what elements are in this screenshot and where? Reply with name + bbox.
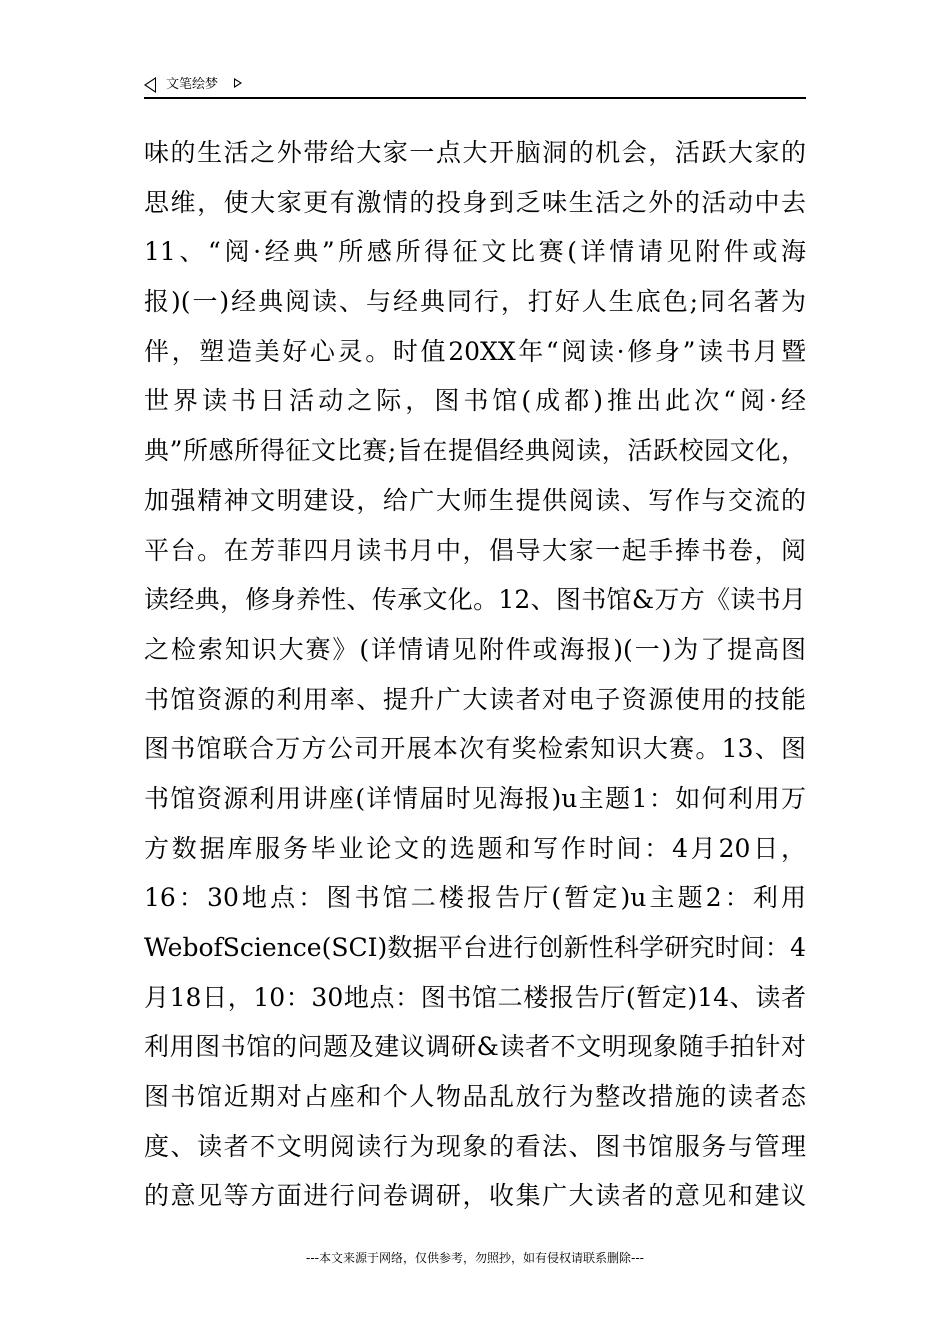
text-line: 度、读者不文明阅读行为现象的看法、图书馆服务与管理 xyxy=(144,1131,806,1161)
text-line: 平台。在芳菲四月读书月中，倡导大家一起手捧书卷，阅 xyxy=(144,535,806,565)
text-line: 月18日，10：30地点：图书馆二楼报告厅(暂定)14、读者 xyxy=(144,982,806,1012)
header-title: 文笔绘梦 xyxy=(166,77,219,92)
text-line: 图书馆近期对占座和个人物品乱放行为整改措施的读者态 xyxy=(144,1082,806,1112)
text-line: 报)(一)经典阅读、与经典同行，打好人生底色;同名著为 xyxy=(144,287,806,317)
text-line: 读经典，修身养性、传承文化。12、图书馆&万方《读书月 xyxy=(144,585,806,615)
text-line: 伴，塑造美好心灵。时值20XX年“阅读·修身”读书月暨 xyxy=(144,336,806,366)
text-line: 之检索知识大赛》(详情请见附件或海报)(一)为了提高图 xyxy=(144,634,806,664)
triangle-right-icon xyxy=(234,78,242,88)
page-header xyxy=(144,74,806,98)
text-line: 世界读书日活动之际，图书馆(成都)推出此次“阅·经 xyxy=(144,386,806,416)
text-line: 加强精神文明建设，给广大师生提供阅读、写作与交流的 xyxy=(144,485,806,515)
text-line: 方数据库服务毕业论文的选题和写作时间：4月20日， xyxy=(144,833,806,863)
footer-disclaimer: ---本文来源于网络，仅供参考，勿照抄，如有侵权请联系删除--- xyxy=(306,1251,644,1265)
triangle-left-icon xyxy=(144,77,156,93)
header-divider xyxy=(144,97,806,99)
text-line: 思维，使大家更有激情的投身到乏味生活之外的活动中去 xyxy=(144,187,806,217)
text-line: 书馆资源的利用率、提升广大读者对电子资源使用的技能 xyxy=(144,684,806,714)
text-line: 味的生活之外带给大家一点大开脑洞的机会，活跃大家的 xyxy=(144,138,806,167)
text-line: 典”所感所得征文比赛;旨在提倡经典阅读，活跃校园文化， xyxy=(144,436,806,466)
text-line: 利用图书馆的问题及建议调研&读者不文明现象随手拍针对 xyxy=(144,1032,806,1062)
text-line: 11、“阅·经典”所感所得征文比赛(详情请见附件或海 xyxy=(144,237,806,267)
document-body xyxy=(144,128,806,1221)
text-line: 16：30地点：图书馆二楼报告厅(暂定)u主题2：利用 xyxy=(144,883,806,913)
text-line: 图书馆联合万方公司开展本次有奖检索知识大赛。13、图 xyxy=(144,734,806,764)
text-line: 书馆资源利用讲座(详情届时见海报)u主题1：如何利用万 xyxy=(144,783,806,813)
text-line: WebofScience(SCI)数据平台进行创新性科学研究时间：4 xyxy=(144,933,806,962)
text-line: 的意见等方面进行问卷调研，收集广大读者的意见和建议 xyxy=(144,1181,806,1211)
